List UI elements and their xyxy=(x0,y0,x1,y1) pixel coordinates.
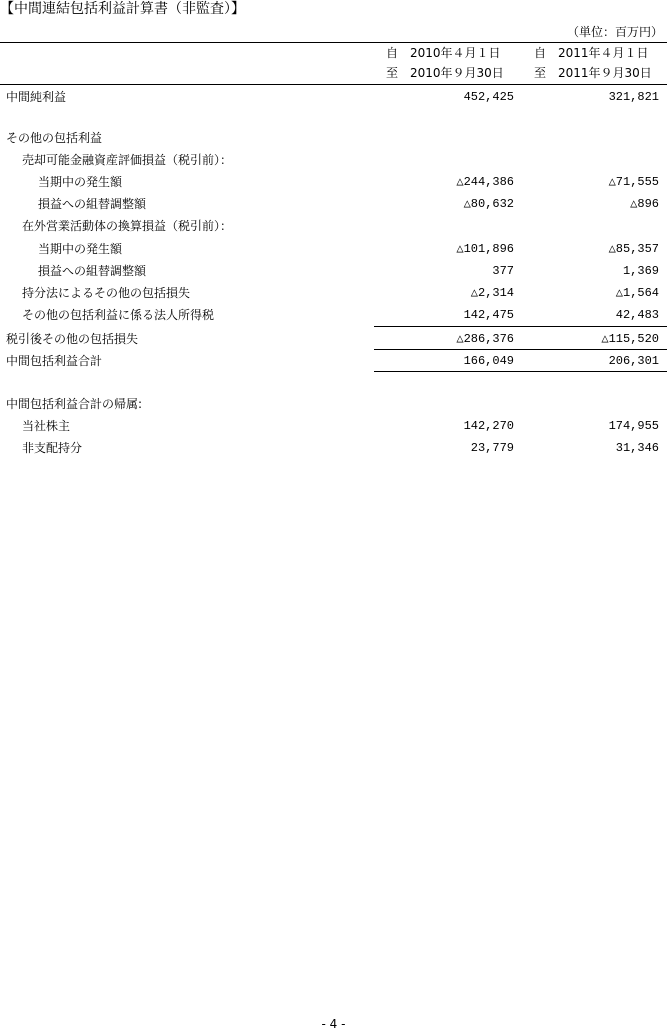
column-2-to: 至 2011年９月30日 xyxy=(534,66,652,80)
row-value-2010: △286,376 xyxy=(456,332,514,346)
unit-label: （単位：百万円） xyxy=(566,25,663,39)
column-1-from: 自 2010年４月１日 xyxy=(386,46,501,60)
table-row xyxy=(0,394,667,414)
table-row xyxy=(0,329,667,349)
table-row xyxy=(0,261,667,281)
header-bottom-rule xyxy=(0,84,667,85)
table-row xyxy=(0,305,667,325)
row-value-2010: 142,270 xyxy=(463,419,514,433)
row-value-2011: 206,301 xyxy=(608,354,659,368)
table-row xyxy=(0,239,667,259)
row-value-2011: 1,369 xyxy=(622,264,659,278)
row-value-2010: △2,314 xyxy=(470,286,514,300)
row-label: 税引後その他の包括損失 xyxy=(6,332,139,346)
row-value-2011: 31,346 xyxy=(615,441,659,455)
column-1-to: 至 2010年９月30日 xyxy=(386,66,504,80)
row-label: 損益への組替調整額 xyxy=(38,197,147,211)
row-value-2011: △115,520 xyxy=(601,332,659,346)
subtotal-rule xyxy=(374,326,667,327)
table-row xyxy=(0,194,667,214)
table-row xyxy=(0,283,667,303)
table-row xyxy=(0,416,667,436)
row-value-2011: △896 xyxy=(630,197,659,211)
row-label: 損益への組替調整額 xyxy=(38,264,147,278)
page-number: - 4 - xyxy=(321,1017,346,1031)
row-label: 在外営業活動体の換算損益（税引前）： xyxy=(22,219,233,233)
table-row xyxy=(0,216,667,236)
row-value-2010: △101,896 xyxy=(456,242,514,256)
header-top-rule xyxy=(0,42,667,43)
table-row xyxy=(0,438,667,458)
table-row xyxy=(0,172,667,192)
row-label: 当社株主 xyxy=(22,419,71,433)
row-value-2010: △244,386 xyxy=(456,175,514,189)
total-rule-top xyxy=(374,349,667,350)
row-label: 中間純利益 xyxy=(6,90,67,104)
row-value-2010: △80,632 xyxy=(463,197,514,211)
table-row xyxy=(0,351,667,371)
row-value-2010: 377 xyxy=(492,264,514,278)
table-row xyxy=(0,150,667,170)
row-value-2011: △85,357 xyxy=(608,242,659,256)
row-label: その他の包括利益に係る法人所得税 xyxy=(22,308,215,322)
row-value-2011: 42,483 xyxy=(615,308,659,322)
row-label: 当期中の発生額 xyxy=(38,175,123,189)
statement-title: 【中間連結包括利益計算書（非監査）】 xyxy=(0,1,245,17)
table-row xyxy=(0,87,667,107)
row-label: 売却可能金融資産評価損益（税引前）： xyxy=(22,153,233,167)
row-label: 中間包括利益合計 xyxy=(6,354,103,368)
row-label: 持分法によるその他の包括損失 xyxy=(22,286,191,300)
row-value-2011: △71,555 xyxy=(608,175,659,189)
column-2-from: 自 2011年４月１日 xyxy=(534,46,649,60)
total-rule-bottom xyxy=(374,371,667,372)
row-value-2010: 23,779 xyxy=(470,441,514,455)
table-row xyxy=(0,128,667,148)
row-value-2010: 166,049 xyxy=(463,354,514,368)
row-label: 中間包括利益合計の帰属: xyxy=(6,397,143,411)
row-label: 非支配持分 xyxy=(22,441,83,455)
row-value-2010: 452,425 xyxy=(463,90,514,104)
row-value-2011: 174,955 xyxy=(608,419,659,433)
row-value-2010: 142,475 xyxy=(463,308,514,322)
row-label: その他の包括利益 xyxy=(6,131,103,145)
row-label: 当期中の発生額 xyxy=(38,242,123,256)
row-value-2011: 321,821 xyxy=(608,90,659,104)
row-value-2011: △1,564 xyxy=(615,286,659,300)
